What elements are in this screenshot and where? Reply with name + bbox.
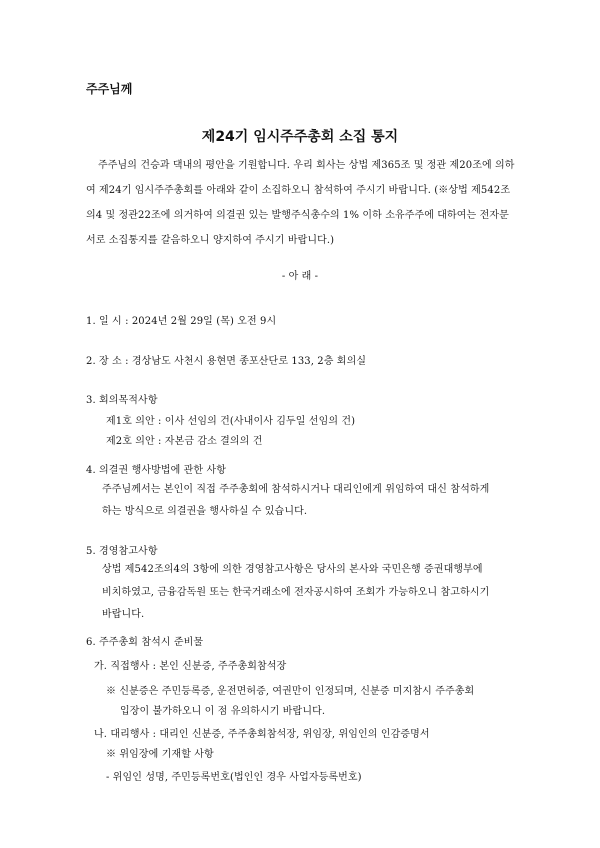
reference-line: 바랍니다. bbox=[102, 609, 145, 620]
intro-line: 주주님의 건승과 댁내의 평안을 기원합니다. 우리 회사는 상법 제365조 및 정관 제20조에 의하 bbox=[98, 160, 515, 171]
reference-line: 상법 제542조의4의 3항에 의한 경영참고사항은 당사의 본사와 국민은행 증권대행부에 bbox=[102, 564, 483, 575]
prep-heading: 6. 주주총회 참석시 준비물 bbox=[86, 637, 204, 648]
intro-line: 의4 및 정관22조에 의거하여 의결권 있는 발행주식총수의 1% 이하 소유주주에 대하여는 전자문 bbox=[86, 210, 509, 221]
agenda-item: 제2호 의안 : 자본금 감소 결의의 건 bbox=[106, 436, 263, 447]
item-place: 2. 장 소 : 경상남도 사천시 용현면 종포산단로 133, 2층 회의실 bbox=[86, 356, 367, 367]
voting-line: 주주님께서는 본인이 직접 주주총회에 참석하시거나 대리인에게 위임하여 대신 참석하게 bbox=[102, 484, 490, 495]
reference-heading: 5. 경영참고사항 bbox=[86, 546, 158, 557]
prep-note: - 위임인 성명, 주민등록번호(법인인 경우 사업자등록번호) bbox=[106, 772, 362, 783]
intro-line: 서로 소집통지를 갈음하오니 양지하여 주시기 바랍니다.) bbox=[86, 235, 335, 246]
voting-line: 하는 방식으로 의결권을 행사하실 수 있습니다. bbox=[102, 506, 308, 517]
prep-line: 나. 대리행사 : 대리인 신분증, 주주총회참석장, 위임장, 위임인의 인감증명서 bbox=[94, 729, 430, 740]
notice-title: 제24기 임시주주총회 소집 통지 bbox=[201, 129, 399, 145]
prep-line: 가. 직접행사 : 본인 신분증, 주주총회참석장 bbox=[94, 661, 287, 672]
reference-line: 비치하였고, 금융감독원 또는 한국거래소에 전자공시하여 조회가 가능하오니 참고하시기 bbox=[102, 587, 490, 598]
prep-note: 입장이 불가하오니 이 점 유의하시기 바랍니다. bbox=[120, 706, 326, 717]
agenda-item: 제1호 의안 : 이사 선임의 건(사내이사 김두일 선임의 건) bbox=[106, 416, 356, 427]
prep-note: ※ 위임장에 기재할 사항 bbox=[106, 749, 214, 760]
intro-line: 여 제24기 임시주주총회를 아래와 같이 소집하오니 참석하여 주시기 바랍니다. (※상법 제542조 bbox=[86, 185, 511, 196]
addressee: 주주님께 bbox=[86, 82, 133, 96]
voting-heading: 4. 의결권 행사방법에 관한 사항 bbox=[86, 465, 226, 476]
item-date: 1. 일 시 : 2024년 2월 29일 (목) 오전 9시 bbox=[86, 316, 277, 327]
prep-note: ※ 신분증은 주민등록증, 운전면허증, 여권만이 인정되며, 신분증 미지참시 주주총회 bbox=[106, 686, 475, 697]
agenda-heading: 3. 회의목적사항 bbox=[86, 395, 158, 406]
separator: - 아 래 - bbox=[281, 271, 319, 282]
